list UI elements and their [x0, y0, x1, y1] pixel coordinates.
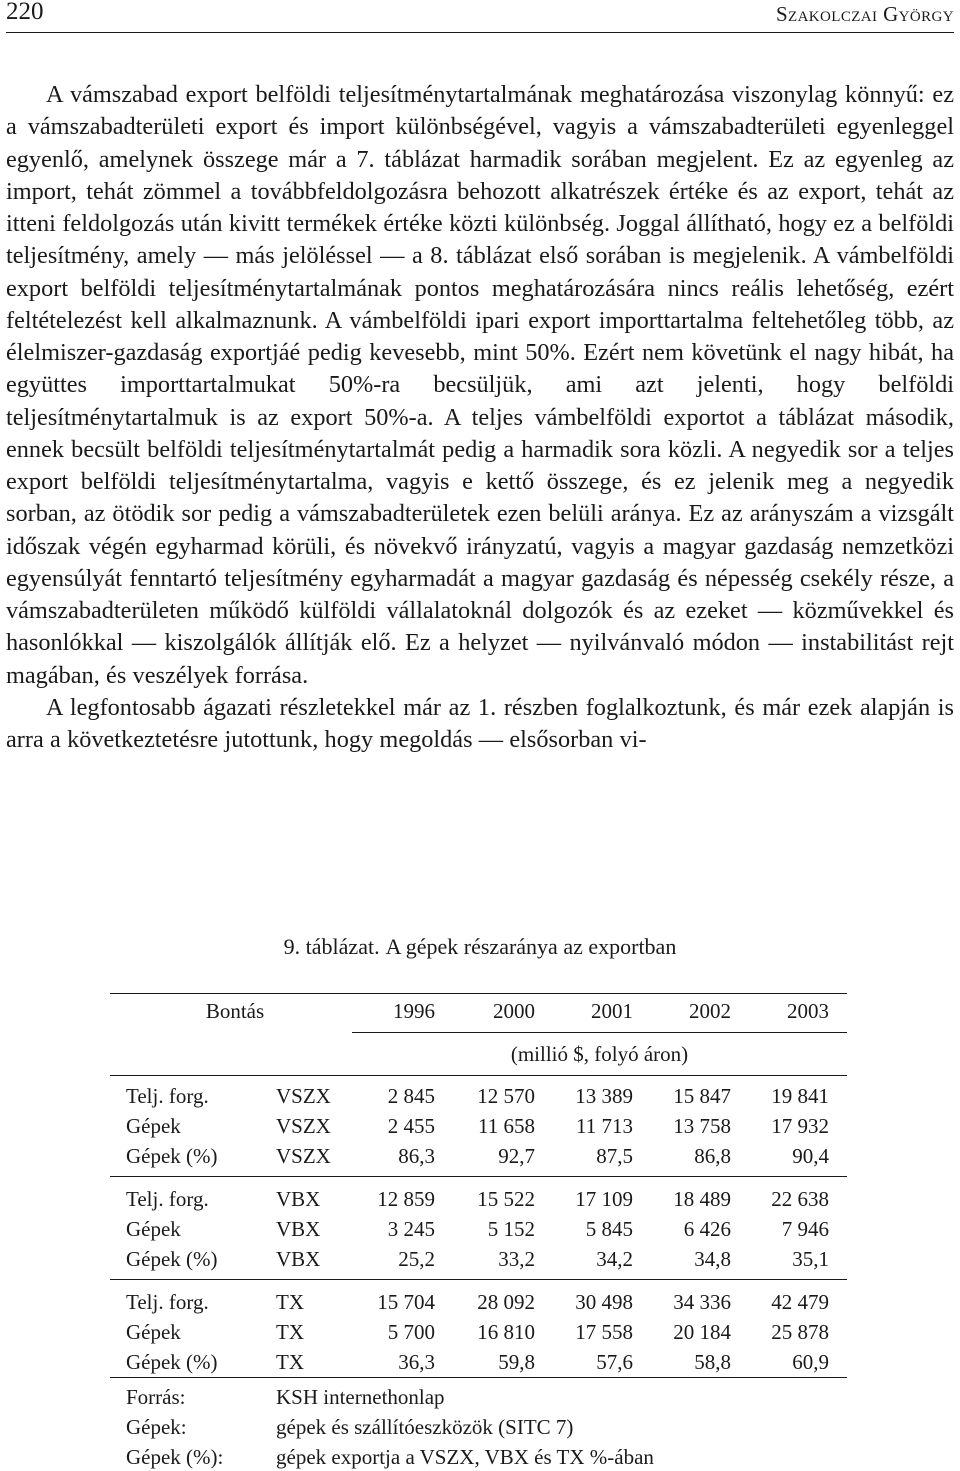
row-group: TX — [276, 1350, 304, 1374]
table-cell: 25,2 — [398, 1247, 435, 1271]
note-text: gépek és szállítóeszközök (SITC 7) — [276, 1415, 574, 1439]
table-head-label: Bontás — [205, 999, 265, 1023]
table-cell: 36,3 — [398, 1350, 435, 1374]
table-cell: 15 704 — [377, 1290, 435, 1314]
table-cell: 13 758 — [673, 1114, 731, 1138]
table-cell: 17 558 — [575, 1320, 633, 1344]
table-cell: 22 638 — [771, 1187, 829, 1211]
table-cell: 13 389 — [575, 1084, 633, 1108]
row-label: Telj. forg. — [126, 1187, 209, 1211]
table-cell: 90,4 — [792, 1144, 829, 1168]
note-label: Forrás: — [126, 1385, 186, 1409]
column-header-year: 2003 — [787, 999, 829, 1023]
table-caption-title: A gépek részaránya az exportban — [385, 934, 677, 959]
table-cell: 11 658 — [478, 1114, 535, 1138]
table-cell: 5 152 — [487, 1217, 535, 1241]
row-group: VBX — [276, 1187, 321, 1211]
group-separator-rule — [110, 1279, 847, 1280]
row-label: Telj. forg. — [126, 1290, 209, 1314]
table-cell: 5 845 — [585, 1217, 633, 1241]
paragraph: A vámszabad export belföldi teljesítménytartalmának meghatározása viszonylag könnyű: ez a vámszabadterületi export és import különbségével, vagyis a vámszabadterületi egyenleggel egyenlő, amelynek összege már a 7. táblázat harmadik sorában megjelent. Ez az egyenleg az import, tehát zömmel a továbbfeldolgozásra behozott alkatrészek értéke és az export, tehát az itteni feldolgozás után kivitt termékek értéke közti különbség. Joggal állítható, hogy ez a belföldi teljesítmény, amely — más jelöléssel — a 8. táblázat első sorában is megjelenik. A vámbelföldi export belföldi teljesítménytartalmának pontos meghatározására nincs reális lehetőség, ezért feltételezést kell alkalmaznunk. A vámbelföldi ipari export importtartalma feltehetőleg több, az élelmiszer-gazdaság exportjáé pedig kevesebb, mint 50%. Ezért nem követünk el nagy hibát, ha együttes importtartalmukat 50%-ra becsüljük, ami azt jelenti, hogy belföldi teljesítménytartalmuk is az export 50%-a. A teljes vámbelföldi exportot a táblázat második, ennek becsült belföldi teljesítménytartalmát pedig a harmadik sora közli. A negyedik sor a teljes export belföldi teljesítménytartalma, vagyis e kettő összege, és ez jelenik meg a negyedik sorban, az ötödik sor pedig a vámszabadterületek ezen belüli aránya. Ez az arányszám a vizsgált időszak végén egyharmad körüli, és növekvő irányzatú, vagyis a magyar gazdaság nemzetközi egyensúlyát fenntartó teljesítmény egyharmadát a magyar gazdaság és népesség csekély része, a vámszabadterületen működő külföldi vállalatoknál dolgozók és az ezeket — közművekkel és hasonlókkal — kiszolgálók állítják elő. Ez a helyzet — nyilvánvaló módon — instabilitást rejt magában, és veszélyek forrása. — [6, 81, 954, 689]
table-cell: 19 841 — [771, 1084, 829, 1108]
table-cell: 6 426 — [683, 1217, 731, 1241]
row-group: VBX — [276, 1247, 321, 1271]
row-group: VSZX — [276, 1114, 331, 1138]
column-header-year: 1996 — [393, 999, 435, 1023]
table-cell: 3 245 — [387, 1217, 435, 1241]
row-label: Gépek — [126, 1217, 181, 1241]
row-label: Gépek — [126, 1320, 181, 1344]
table-cell: 58,8 — [694, 1350, 731, 1374]
running-header — [6, 0, 954, 28]
table-head-rule — [110, 1075, 847, 1076]
running-author: Szakolczai György — [775, 2, 954, 26]
row-label: Gépek (%) — [126, 1350, 218, 1374]
table-cell: 12 570 — [477, 1084, 535, 1108]
table-cell: 20 184 — [673, 1320, 731, 1344]
row-group: VSZX — [276, 1144, 331, 1168]
table-cell: 59,8 — [498, 1350, 535, 1374]
group-separator-rule — [110, 1176, 847, 1177]
table-unit-note: (millió $, folyó áron) — [510, 1042, 689, 1066]
table-cell: 34,8 — [694, 1247, 731, 1271]
table-cell: 87,5 — [596, 1144, 633, 1168]
note-label: Gépek: — [126, 1415, 187, 1439]
table-unit-rule — [352, 1032, 847, 1033]
body-text — [6, 79, 954, 756]
table-cell: 92,7 — [498, 1144, 535, 1168]
table-cell: 25 878 — [771, 1320, 829, 1344]
table-cell: 60,9 — [792, 1350, 829, 1374]
row-label: Gépek — [126, 1114, 181, 1138]
table-cell: 2 455 — [387, 1114, 435, 1138]
table-caption-label: 9. táblázat. — [283, 934, 380, 959]
table-cell: 17 932 — [771, 1114, 829, 1138]
table-cell: 35,1 — [792, 1247, 829, 1271]
column-header-year: 2000 — [493, 999, 535, 1023]
header-rule — [6, 32, 954, 33]
table-cell: 34 336 — [673, 1290, 731, 1314]
table-cell: 57,6 — [596, 1350, 633, 1374]
table-cell: 18 489 — [673, 1187, 731, 1211]
table-cell: 2 845 — [387, 1084, 435, 1108]
row-label: Gépek (%) — [126, 1247, 218, 1271]
column-header-year: 2002 — [689, 999, 731, 1023]
note-text: KSH internethonlap — [276, 1385, 445, 1409]
note-text: gépek exportja a VSZX, VBX és TX %-ában — [276, 1445, 654, 1469]
table-cell: 34,2 — [596, 1247, 633, 1271]
table-cell: 86,8 — [694, 1144, 731, 1168]
paragraph: A legfontosabb ágazati részletekkel már az 1. részben foglalkoztunk, és már ezek alapján is arra a következtetésre jutottunk, hogy megoldás — elsősorban vi- — [6, 693, 954, 753]
row-group: VSZX — [276, 1084, 331, 1108]
table-top-rule — [110, 993, 847, 994]
table-cell: 16 810 — [477, 1320, 535, 1344]
table-cell: 5 700 — [387, 1320, 435, 1344]
table-bottom-rule — [110, 1377, 847, 1378]
table-cell: 28 092 — [477, 1290, 535, 1314]
row-group: TX — [276, 1290, 304, 1314]
row-group: TX — [276, 1320, 304, 1344]
table-cell: 15 522 — [477, 1187, 535, 1211]
row-group: VBX — [276, 1217, 321, 1241]
table-cell: 33,2 — [498, 1247, 535, 1271]
table-cell: 30 498 — [575, 1290, 633, 1314]
table-cell: 12 859 — [377, 1187, 435, 1211]
table-caption — [0, 934, 960, 960]
table-cell: 42 479 — [771, 1290, 829, 1314]
row-label: Telj. forg. — [126, 1084, 209, 1108]
note-label: Gépek (%): — [126, 1445, 224, 1469]
page-number: 220 — [6, 0, 44, 25]
row-label: Gépek (%) — [126, 1144, 218, 1168]
column-header-year: 2001 — [591, 999, 633, 1023]
table-cell: 11 713 — [576, 1114, 633, 1138]
table-cell: 17 109 — [575, 1187, 633, 1211]
table-cell: 86,3 — [398, 1144, 435, 1168]
table-cell: 7 946 — [781, 1217, 829, 1241]
table-cell: 15 847 — [673, 1084, 731, 1108]
